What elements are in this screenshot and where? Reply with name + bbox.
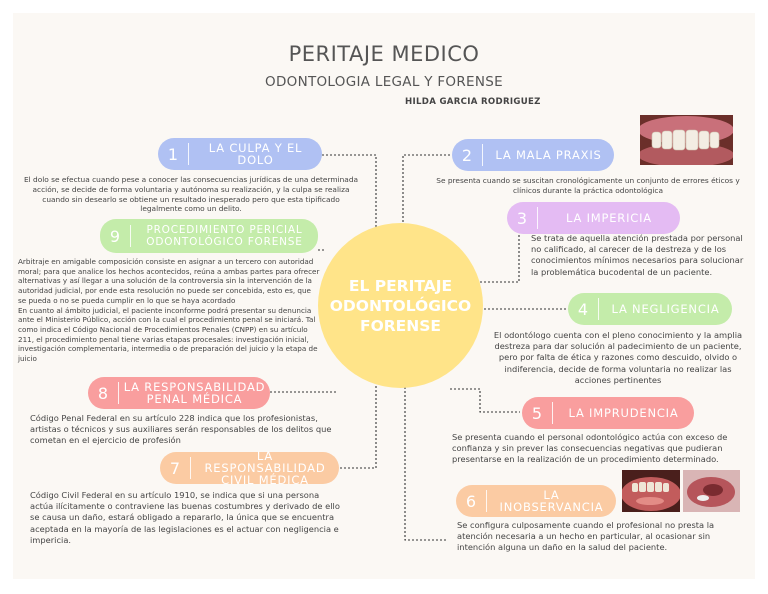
topic-number: 2 bbox=[461, 145, 473, 165]
topic-label: PROCEDIMIENTO PERICIAL ODONTOLÓGICO FORENSE bbox=[146, 224, 303, 248]
topic-2-text: Se presenta cuando se suscitan cronológicamente un conjunto de errores éticos y clínicos durante la práctica odontológica bbox=[436, 176, 740, 195]
topic-6-text: Se configura culposamente cuando el profesional no presta la atención necesaria a un hecho en particular, al ocasionar sin intención alguna un daño en la salud del paciente. bbox=[457, 520, 715, 553]
topic-4-pill bbox=[568, 293, 732, 325]
topic-5-text: Se presenta cuando el personal odontológico actúa con exceso de confianza y sin prever las consecuencias negativas que pudieran presentarse en la realización de un procedimiento determinado. bbox=[452, 432, 728, 465]
topic-3-pill bbox=[507, 202, 680, 234]
mouth-lesion-icon bbox=[683, 470, 740, 512]
topic-label: LA MALA PRAXIS bbox=[495, 148, 602, 162]
topic-7-pill bbox=[160, 449, 339, 487]
topic-label: LA NEGLIGENCIA bbox=[611, 302, 720, 316]
topic-2-pill bbox=[452, 139, 614, 171]
topic-number: 9 bbox=[109, 226, 121, 246]
topic-label: LA IMPRUDENCIA bbox=[568, 406, 679, 420]
topic-4-text: El odontólogo cuenta con el pleno conocimiento y la amplia destreza para dar solución al padecimiento de un paciente, pero por falta de ética y razones como descuido, olvido o indiferencia, decide de forma voluntaria no realizar las acciones pertinentes bbox=[493, 330, 743, 385]
topic-number: 8 bbox=[97, 383, 109, 403]
mouth-lesion-icon bbox=[622, 470, 680, 512]
topic-number: 1 bbox=[167, 144, 179, 164]
topic-label: LA CULPA Y EL DOLO bbox=[208, 141, 303, 167]
topic-number: 5 bbox=[531, 403, 543, 423]
topic-label: LA RESPONSABILIDAD PENAL MÉDICA bbox=[123, 380, 266, 406]
central-topic-label: EL PERITAJE ODONTOLÓGICO FORENSE bbox=[329, 276, 472, 335]
topic-5-pill bbox=[522, 397, 694, 429]
topic-7-text: Código Civil Federal en su artículo 1910, se indica que si una persona actúa ilícitamente o contraviene las buenas costumbres y derivado de ello se causa un daño, estará obligado a repararlo, la única que se encuentra aceptada en la mayoría de las legislaciones es el actuar con negligencia e impericia. bbox=[30, 490, 340, 545]
topic-9-pill bbox=[100, 219, 318, 253]
topic-number: 7 bbox=[169, 458, 181, 478]
page-title: PERITAJE MEDICO bbox=[288, 42, 480, 66]
topic-3-text: Se trata de aquella atención prestada por personal no calificado, al carecer de la destreza y de los conocimientos mínimos necesarios para solucionar la problemática bucodental de un paciente. bbox=[531, 233, 744, 277]
teeth-smile-icon bbox=[640, 115, 733, 165]
topic-9-text: Arbitraje en amigable composición consiste en asignar a un tercero con autoridad moral; para que analice los hechos acontecidos, reúna a ambas partes para ofrecer alternativas y así llegar a una solución de la controversia sin la intervención de la autoridad judicial, por ende esta resolución no puede ser concebida, esto es, que se pueda o no se pueda cumplir en lo que se haya acordado En cuanto al ámbito judicial, el paciente inconforme podrá presentar su denuncia ante el Ministerio Público, acción con la cual el procedimiento penal se iniciará. Tal como indica el Código Nacional de Procedimientos Penales (CNPP) en su artículo 211, el procedimiento penal tiene varias etapas procesales: investigación inicial, investigación complementaria, intermedia o de preparación del juicio y la etapa de juicio bbox=[18, 257, 320, 364]
connector-6 bbox=[405, 387, 446, 540]
topic-number: 4 bbox=[577, 299, 589, 319]
topic-1-pill bbox=[158, 138, 322, 170]
gum-injury-photo-1 bbox=[622, 470, 680, 512]
topic-6-pill bbox=[456, 485, 616, 517]
topic-8-pill bbox=[88, 377, 270, 409]
connector-5 bbox=[450, 389, 520, 412]
topic-label: LA INOBSERVANCIA bbox=[499, 488, 604, 514]
topic-number: 6 bbox=[465, 491, 477, 511]
topic-number: 3 bbox=[516, 208, 528, 228]
topic-label: LA IMPERICIA bbox=[566, 211, 652, 225]
topic-1-text: El dolo se efectua cuando pese a conocer las consecuencias jurídicas de una determinada acción, se decide de forma voluntaria y autónoma su realización, y la culpa se realiza cuando sin desearlo se obtiene un resultado inesperado pero que esta tipificado legalmente como un delito. bbox=[23, 175, 359, 214]
author-name: HILDA GARCIA RODRIGUEZ bbox=[405, 97, 541, 107]
gum-injury-photo-2 bbox=[683, 470, 740, 512]
central-topic bbox=[318, 223, 483, 388]
topic-8-text: Código Penal Federal en su artículo 228 indica que los profesionistas, artistas o técnicos y sus auxiliares serán responsables de los delitos que cometan en el ejercicio de profesión bbox=[30, 413, 332, 446]
topic-label: LA RESPONSABILIDAD CIVIL MÉDICA bbox=[204, 449, 326, 487]
teeth-smile-photo bbox=[640, 115, 733, 165]
page-subtitle: ODONTOLOGIA LEGAL Y FORENSE bbox=[265, 74, 503, 90]
